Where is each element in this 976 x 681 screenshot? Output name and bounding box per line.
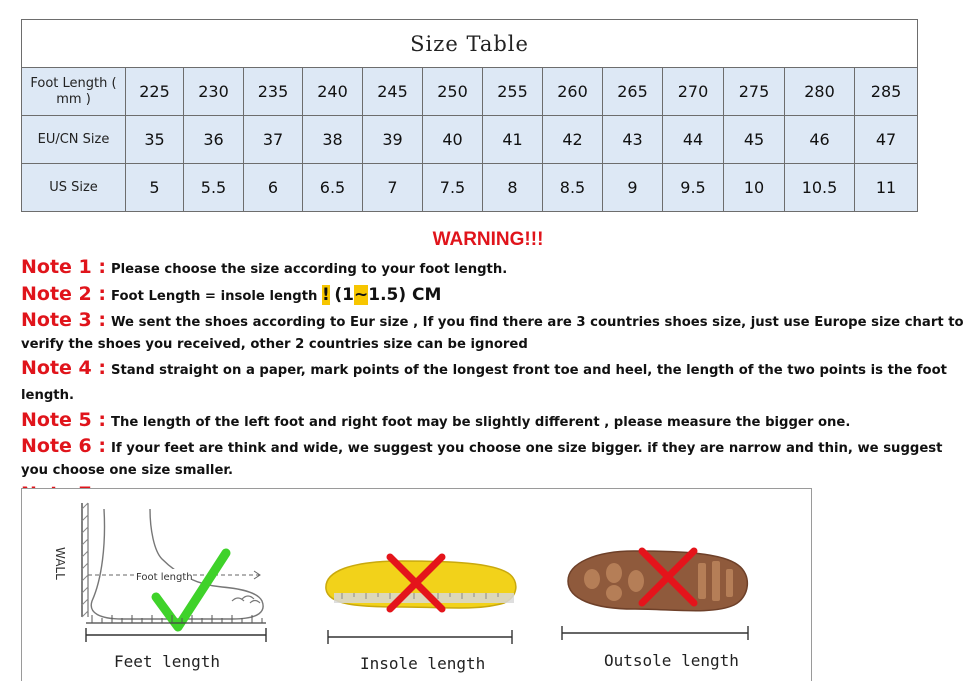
table-cell: 280 bbox=[785, 68, 855, 116]
table-cell: 245 bbox=[363, 68, 423, 116]
foot-outline-icon bbox=[91, 509, 263, 619]
note-1 bbox=[21, 255, 966, 282]
notes-list bbox=[21, 255, 966, 509]
note-tolerance-start: (1 bbox=[334, 285, 354, 305]
table-cell: 42 bbox=[543, 116, 603, 164]
note-label: Note 1 : bbox=[21, 256, 106, 278]
table-cell: 35 bbox=[126, 116, 184, 164]
caption-outsole-length: Outsole length bbox=[604, 651, 739, 670]
note-tolerance-end: 1.5) CM bbox=[368, 285, 442, 305]
note-6 bbox=[21, 435, 966, 482]
note-text: Stand straight on a paper, mark points of the longest front toe and heel, the length of the two points is the foot length. bbox=[21, 363, 947, 403]
table-row-foot-length bbox=[22, 68, 918, 116]
wall-icon bbox=[82, 503, 88, 617]
table-cell: 230 bbox=[184, 68, 244, 116]
table-cell: 37 bbox=[244, 116, 303, 164]
note-5 bbox=[21, 408, 966, 435]
table-cell: 40 bbox=[423, 116, 483, 164]
note-label: Note 5 : bbox=[21, 409, 106, 431]
note-2 bbox=[21, 282, 966, 309]
table-cell: 46 bbox=[785, 116, 855, 164]
table-cell: 6 bbox=[244, 164, 303, 212]
table-cell: 7.5 bbox=[423, 164, 483, 212]
table-cell: 43 bbox=[603, 116, 663, 164]
highlight-tilde: ~ bbox=[354, 285, 369, 305]
table-cell: 235 bbox=[244, 68, 303, 116]
table-row-us-size bbox=[22, 164, 918, 212]
note-text: If your feet are think and wide, we suggest you choose one size bigger. if they are narrow and thin, we suggest you choose one size smaller. bbox=[21, 441, 943, 478]
note-label: Note 4 : bbox=[21, 357, 106, 379]
table-cell: 47 bbox=[855, 116, 918, 164]
table-cell: 11 bbox=[855, 164, 918, 212]
table-cell: 225 bbox=[126, 68, 184, 116]
table-cell: 8.5 bbox=[543, 164, 603, 212]
table-cell: 240 bbox=[303, 68, 363, 116]
note-text: Foot Length = insole length bbox=[110, 289, 318, 304]
note-text: The length of the left foot and right foot may be slightly different , please measure the bigger one. bbox=[110, 415, 851, 430]
table-row-eu-cn-size bbox=[22, 116, 918, 164]
table-cell: 10 bbox=[724, 164, 785, 212]
size-table bbox=[21, 19, 918, 212]
table-cell: 5 bbox=[126, 164, 184, 212]
foot-length-label: Foot length bbox=[136, 572, 193, 583]
table-cell: 8 bbox=[483, 164, 543, 212]
table-cell: 270 bbox=[663, 68, 724, 116]
highlight-mark: ! bbox=[322, 285, 330, 305]
table-cell: 255 bbox=[483, 68, 543, 116]
ruler-insole-icon bbox=[328, 630, 512, 644]
table-cell: 265 bbox=[603, 68, 663, 116]
table-cell: 39 bbox=[363, 116, 423, 164]
table-title: Size Table bbox=[22, 20, 918, 68]
note-text: Please choose the size according to your foot length. bbox=[110, 262, 508, 277]
table-cell: 250 bbox=[423, 68, 483, 116]
table-cell: 9 bbox=[603, 164, 663, 212]
warning-heading: WARNING!!! bbox=[432, 229, 544, 250]
row-label-foot-length: Foot Length ( mm ) bbox=[22, 68, 126, 116]
table-cell: 45 bbox=[724, 116, 785, 164]
row-label-us-size: US Size bbox=[22, 164, 126, 212]
note-label: Note 3 : bbox=[21, 309, 106, 331]
row-label-eu-cn-size: EU/CN Size bbox=[22, 116, 126, 164]
table-cell: 41 bbox=[483, 116, 543, 164]
table-cell: 275 bbox=[724, 68, 785, 116]
table-cell: 260 bbox=[543, 68, 603, 116]
note-3 bbox=[21, 309, 966, 356]
caption-feet-length: Feet length bbox=[114, 652, 220, 671]
table-cell: 6.5 bbox=[303, 164, 363, 212]
table-cell: 10.5 bbox=[785, 164, 855, 212]
table-cell: 44 bbox=[663, 116, 724, 164]
table-cell: 38 bbox=[303, 116, 363, 164]
table-cell: 7 bbox=[363, 164, 423, 212]
table-cell: 36 bbox=[184, 116, 244, 164]
caption-insole-length: Insole length bbox=[360, 654, 486, 673]
measurement-figure bbox=[21, 488, 812, 681]
ruler-outsole-icon bbox=[562, 626, 748, 640]
note-label: Note 2 : bbox=[21, 283, 106, 305]
note-label: Note 6 : bbox=[21, 435, 106, 457]
wall-label: WALL bbox=[53, 547, 67, 580]
table-cell: 9.5 bbox=[663, 164, 724, 212]
table-cell: 285 bbox=[855, 68, 918, 116]
note-4 bbox=[21, 356, 966, 408]
note-text: We sent the shoes according to Eur size , If you find there are 3 countries shoes size, just use Europe size chart to verify the shoes you received, other 2 countries size can be ignored bbox=[21, 315, 964, 352]
table-cell: 5.5 bbox=[184, 164, 244, 212]
